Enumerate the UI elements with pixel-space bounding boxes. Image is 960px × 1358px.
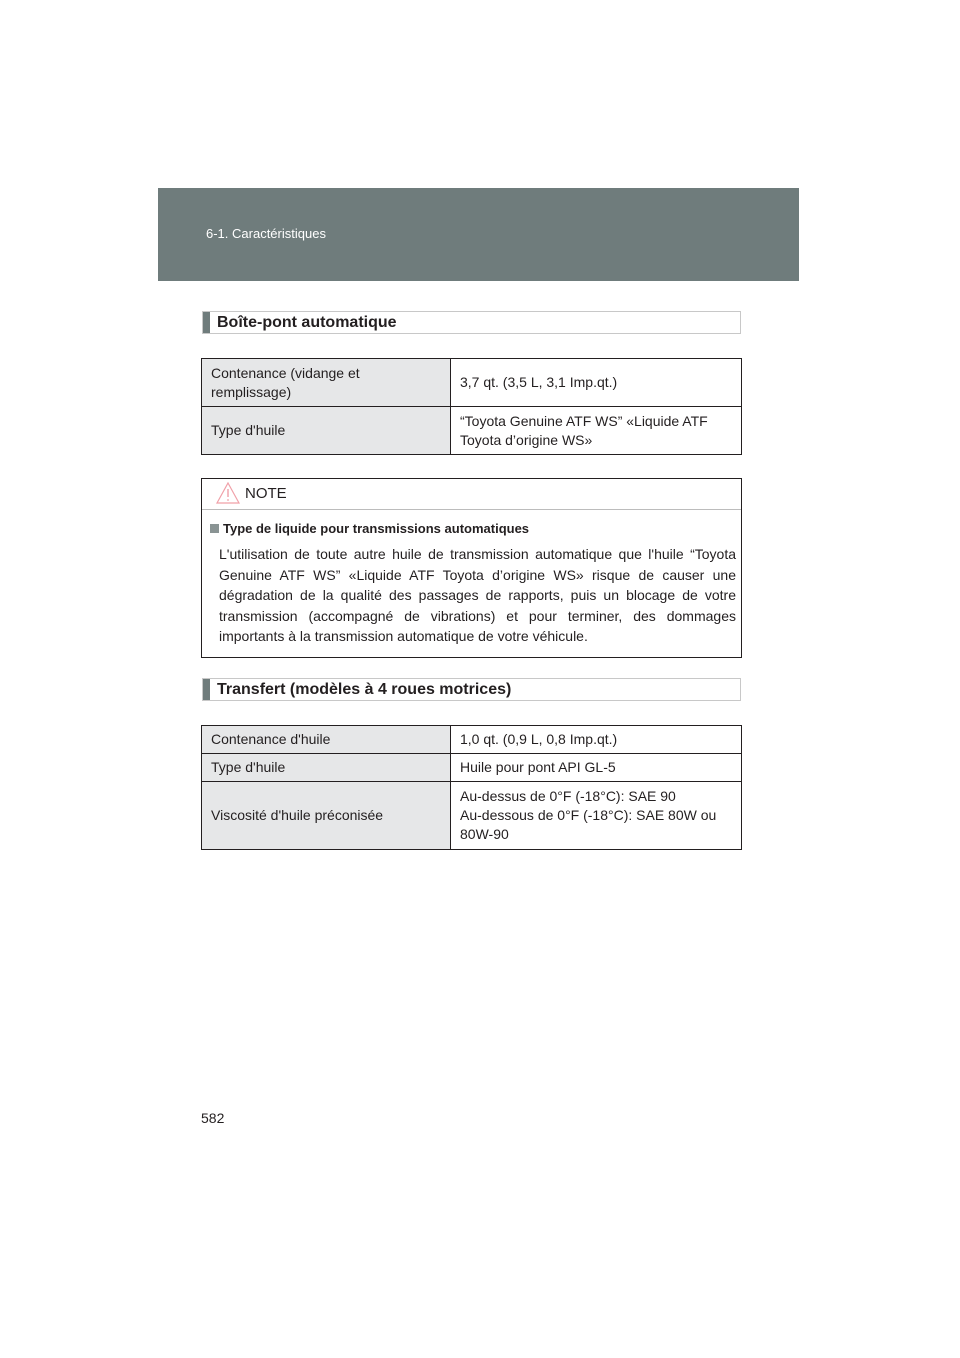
bullet-square-icon	[210, 524, 219, 533]
spec-value: 1,0 qt. (0,9 L, 0,8 Imp.qt.)	[451, 726, 742, 754]
spec-value: 3,7 qt. (3,5 L, 3,1 Imp.qt.)	[451, 359, 742, 407]
spec-label: Contenance d'huile	[202, 726, 451, 754]
section-heading-transfer	[202, 678, 741, 701]
note-label: NOTE	[245, 485, 287, 502]
note-subtitle	[210, 521, 529, 536]
section-heading-automatic	[202, 311, 741, 334]
table-row	[202, 782, 742, 850]
heading-accent-bar	[203, 679, 210, 700]
table-row	[202, 754, 742, 782]
table-row	[202, 359, 742, 407]
spec-value-line: Au-dessous de 0°F (-18°C): SAE 80W ou 80W-90	[460, 807, 717, 842]
heading-accent-bar	[203, 312, 210, 333]
table-row	[202, 726, 742, 754]
spec-value: Huile pour pont API GL-5	[451, 754, 742, 782]
note-box	[201, 478, 742, 658]
spec-table-transfer	[201, 725, 742, 850]
section-label: 6-1. Caractéristiques	[206, 226, 326, 241]
spec-label: Type d'huile	[202, 754, 451, 782]
table-row	[202, 407, 742, 455]
spec-value: “Toyota Genuine ATF WS” «Liquide ATF Toyota d’origine WS»	[451, 407, 742, 455]
note-title: Type de liquide pour transmissions automatiques	[223, 521, 530, 536]
spec-value	[451, 782, 742, 850]
note-body: L'utilisation de toute autre huile de transmission automatique que l'huile “Toyota Genuine ATF WS” «Liquide ATF Toyota d’origine WS» risque de causer une dégradation de la qualité des passages de rapports, puis un blocage de votre transmission (accompagné de vibrations) et pour terminer, des dommages importants à la transmission automatique de votre véhicule.	[219, 546, 736, 644]
spec-label: Contenance (vidange et remplissage)	[202, 359, 451, 407]
page-number: 582	[201, 1110, 225, 1126]
spec-label: Type d'huile	[202, 407, 451, 455]
heading-text: Boîte-pont automatique	[217, 314, 397, 331]
chapter-header-band	[158, 188, 799, 281]
spec-table-automatic	[201, 358, 742, 455]
note-header	[202, 479, 741, 510]
spec-value-line: Au-dessus de 0°F (-18°C): SAE 90	[460, 788, 676, 804]
spec-label: Viscosité d'huile préconisée	[202, 782, 451, 850]
warning-triangle-icon	[216, 482, 240, 504]
heading-text: Transfert (modèles à 4 roues motrices)	[217, 681, 512, 698]
